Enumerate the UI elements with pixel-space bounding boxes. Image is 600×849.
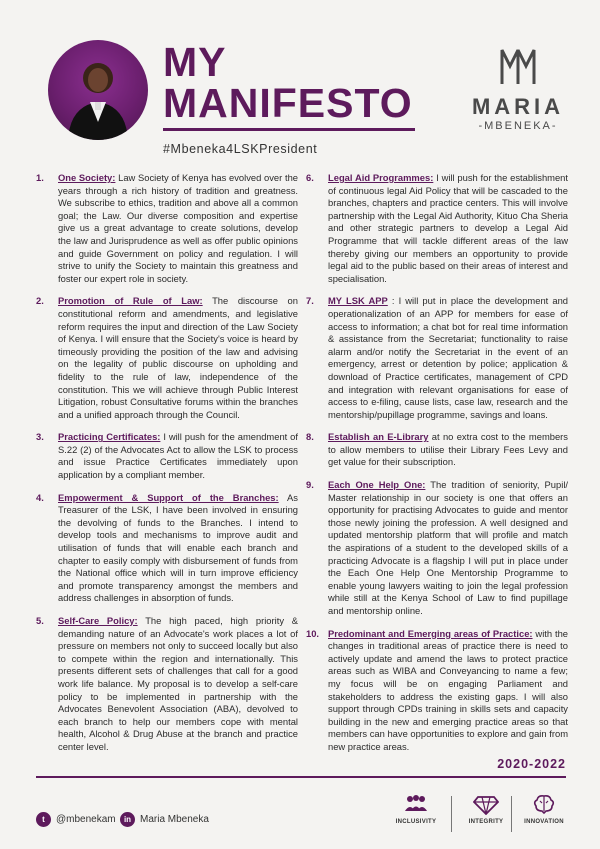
manifesto-item [36,431,298,481]
item-text: The tradition of seniority, Pupil/ Master relationship in our society is one that offers an opportunity for practising Advocates to guide and mentor those newly joining the profession. A well designed and updated mentorship platform that will profile and match the aspirations of a student to the developed skills of a practicing Advocate is a flagship I will put in place under the Each One Help One Mentorship Programme to enable young lawyers waiting to join the legal profession while still at the Kenya School of Law to find pupillage and mentorship online. [328,479,569,616]
manifesto-item [306,628,568,754]
term-years: 2020-2022 [497,757,566,771]
manifesto-item [306,295,568,421]
item-number: 4. [36,491,44,503]
title-divider [163,128,415,131]
item-number: 2. [36,295,44,307]
item-number: 6. [306,172,314,183]
manifesto-item [36,172,298,285]
item-heading: MY LSK APP [328,295,388,307]
manifesto-item [36,615,298,754]
item-text: The high paced, high priority & demanding nature of an Advocate's work places a lot of pressure on members not only to succeed locally but also to compete within the region and internationally. This presents different sets of challenges that call for a good work life balance. My proposal is to develop a self-care policy to be implemented in partnership with the Advocates Benevolent Association (ABA), devolved to each branch to help our members cope with mental health, Alcohol & Drug Abuse at the branch and practice center level. [58,615,298,752]
value-innovation [512,793,576,837]
twitter-handle: @mbenekam [56,814,116,825]
item-heading: Promotion of Rule of Law: [58,295,203,307]
logo-name: MARIA [471,94,565,119]
people-icon [403,793,429,815]
brain-icon [531,793,557,815]
item-text: at no extra cost to the members to allow members to utilise their Library Fees Levy and get value for their subscription. [328,431,568,468]
value-integrity [454,793,518,837]
brand-logo [468,44,568,136]
item-text: : I will put in place the development and operationalization of an APP for members for ease of access to information; a chat bot for real time information & assistance from the Secretariat; functionality to raise alarm and/or notify the Secretariat in the event of an emergency, arrest or detention by police; application & download of Practice certificates, management of CPD and integration with relevant organisations for ease of access to e-filing, cause lists, case law, research and the mentorship/pupillage programme, savings and loans. [328,295,568,420]
item-heading: Legal Aid Programmes: [328,172,434,183]
item-heading: Each One Help One: [328,479,426,491]
item-heading: One Society: [58,172,116,183]
item-heading: Predominant and Emerging areas of Practice: [328,627,533,639]
item-text: Law Society of Kenya has evolved over the years through a rich history of tradition and greatness. We subscribe to ethics, tradition and above all a common goal; the Law. Our diverse composition and expertise give us a great advantage to create solutions, develop the law and Jurisprudence as well as offer public opinions and guide Government on policy and regulation. I will strive to unify the Society to maintain this greatness and foster our expert role in society. [58,172,298,284]
twitter-link[interactable] [36,812,116,827]
item-text: I will push for the amendment of S.22 (2) of the Advocates Act to allow the LSK to process and issue Practice Certificates immediately upon application by a compliant member. [58,431,298,481]
item-number: 5. [36,615,44,626]
logo-subname: -MBENEKA- [478,120,558,132]
manifesto-item [306,479,568,618]
candidate-portrait [48,40,148,140]
value-label: INTEGRITY [468,819,504,825]
item-number: 8. [306,431,314,443]
manifesto-item [36,295,298,421]
item-heading: Self-Care Policy: [58,615,138,626]
manifesto-item [306,172,568,285]
page-title [163,39,413,126]
value-inclusivity [384,793,448,837]
value-label: INCLUSIVITY [395,819,437,825]
monogram-icon [496,44,540,88]
value-separator [451,796,452,832]
item-text: As Treasurer of the LSK, I have been involved in ensuring the devolving of funds to the Branches. I intend to develop tools and mechanisms to improve audit and utilisation of funds that will enable each branch and chapter to easily comply with disbursement of funds from the National office which will in turn improve efficiency and promote transparency amongst the members and address challenges in absorption of funds. [58,491,298,604]
linkedin-icon: in [120,812,135,827]
title-line-2: MANIFESTO [163,80,413,126]
manifesto-item [36,492,298,605]
item-text: I will push for the establishment of continuous legal Aid Policy that will be cascaded to the branches, chapters and practice centers. This will involve partnership with the Legal Aid Authority, Kituo Cha Sheria and other strategic partners to develop a Legal Aid Programme that will tackle different areas of the law thereby giving our members an opportunity to provide legal aid to the public based on their areas of interest and specialisation. [328,172,569,284]
linkedin-handle: Maria Mbeneka [140,814,209,825]
footer-divider [36,776,566,778]
item-number: 10. [306,627,320,639]
item-number: 1. [36,172,44,183]
item-heading: Establish an E-Library [328,431,429,443]
title-line-1: MY [163,39,227,85]
item-text: with the changes in traditional areas of practice there is need to actively update and amend the laws to protect practice areas such as WIBA and Conveyancing to name a few; my focus will be on engaging Parliament and stakeholders to address the existing gaps. I will also support through CPDs training in skills sets and capacity building in the new and emerging practice areas so that members can have opportunities to explore and gain from new practice areas. [328,627,569,752]
item-number: 9. [306,479,314,491]
manifesto-column-left [36,172,298,764]
manifesto-column-right [306,172,568,764]
value-label: INNOVATION [524,819,564,825]
item-number: 7. [306,295,314,307]
linkedin-link[interactable] [120,812,209,827]
item-number: 3. [36,431,44,443]
item-heading: Practicing Certificates: [58,431,161,443]
diamond-icon [473,793,499,815]
twitter-icon: t [36,812,51,827]
manifesto-item [306,431,568,469]
campaign-hashtag: #Mbeneka4LSKPresident [163,142,318,156]
item-heading: Empowerment & Support of the Branches: [58,491,279,503]
item-text: The discourse on constitutional reform and amendments, and legislative reform requires the input and direction of the Law Society of Kenya. I will ensure that the Society's voice is heard by timeously providing the position of the law and advising on the legality of public discourse on upholding and fidelity to the rule of law, independence of the constitution. This we will achieve through Public Interest Litigation, robust Consultative forums within the branches and a unified approach through the Council. [58,295,298,420]
